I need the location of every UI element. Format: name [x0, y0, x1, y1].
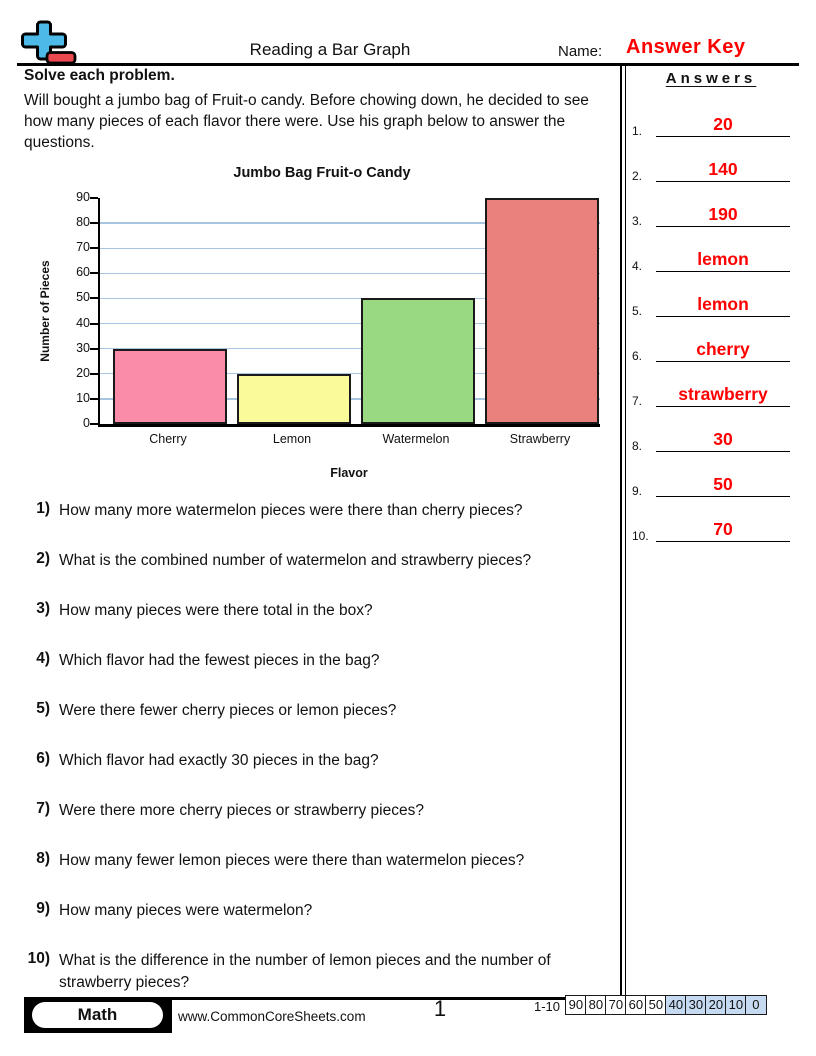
problem-description: Will bought a jumbo bag of Fruit-o candy. Before chowing down, he decided to see how many pieces of each flavor there were. Use his graph below to answer the questions.	[24, 92, 589, 151]
subject-badge	[24, 997, 172, 1033]
chart-plot	[98, 198, 600, 427]
question-number: 1)	[36, 500, 50, 517]
header-divider	[17, 63, 799, 66]
answer-number: 5.	[632, 304, 643, 318]
answer-number: 4.	[632, 259, 643, 273]
question-row	[24, 750, 610, 772]
answer-value: lemon	[697, 294, 749, 314]
x-axis-label: Flavor	[330, 466, 368, 480]
y-tick-label: 40	[76, 315, 90, 330]
y-tick-label: 70	[76, 240, 90, 255]
question-row	[24, 550, 610, 572]
answer-value: 140	[708, 159, 738, 179]
answer-value: lemon	[697, 249, 749, 269]
question-text: Which flavor had exactly 30 pieces in the bag?	[59, 752, 379, 769]
answer-number: 8.	[632, 439, 643, 453]
answer-row	[630, 109, 792, 137]
question-text: How many fewer lemon pieces were there than watermelon pieces?	[59, 852, 525, 869]
question-text: Which flavor had the fewest pieces in the bag?	[59, 652, 380, 669]
answer-blank-line	[656, 541, 790, 542]
category-label: Cherry	[149, 432, 187, 446]
answer-number: 9.	[632, 484, 643, 498]
answer-key-label: Answer Key	[626, 36, 746, 58]
question-row	[24, 500, 610, 522]
question-row	[24, 800, 610, 822]
question-text: Were there more cherry pieces or strawberry pieces?	[59, 802, 424, 819]
category-label: Lemon	[272, 432, 312, 446]
question-number: 2)	[36, 550, 50, 567]
question-number: 7)	[36, 800, 50, 817]
question-row	[24, 850, 610, 872]
question-row	[24, 650, 610, 672]
score-range-label: 1-10	[533, 999, 560, 1014]
question-number: 8)	[36, 850, 50, 867]
question-number: 4)	[36, 650, 50, 667]
answer-row	[630, 424, 792, 452]
y-axis-label: Number of Pieces	[38, 260, 52, 362]
answer-row	[630, 469, 792, 497]
answer-blank-line	[656, 181, 790, 182]
answer-value: 50	[713, 474, 733, 494]
answers-heading: Answers	[665, 70, 757, 87]
answer-number: 2.	[632, 169, 643, 183]
answers-column-divider	[620, 66, 622, 996]
question-row	[24, 700, 610, 722]
question-text: How many pieces were watermelon?	[59, 902, 313, 919]
score-cell: 70	[605, 995, 627, 1015]
answer-value: 20	[713, 114, 733, 134]
answer-value: strawberry	[678, 384, 768, 404]
answer-number: 7.	[632, 394, 643, 408]
category-label: Watermelon	[382, 432, 450, 446]
plus-minus-icon	[20, 20, 78, 64]
y-tick-label: 20	[76, 365, 90, 380]
category-label: Strawberry	[509, 432, 571, 446]
y-tick-label: 60	[76, 265, 90, 280]
y-axis-tick	[90, 323, 98, 325]
y-tick-label: 50	[76, 290, 90, 305]
y-tick-label: 0	[83, 416, 90, 430]
instruction-text: Solve each problem.	[24, 67, 175, 84]
bar-strawberry	[485, 198, 599, 424]
answer-value: 190	[708, 204, 738, 224]
score-cell: 50	[645, 995, 667, 1015]
commoncoresheets-logo	[20, 20, 78, 69]
question-text: What is the combined number of watermelon and strawberry pieces?	[59, 552, 532, 569]
question-text: How many more watermelon pieces were there than cherry pieces?	[59, 502, 523, 519]
question-text: What is the difference in the number of lemon pieces and the number of strawberry pieces?	[59, 952, 551, 991]
score-cell: 20	[705, 995, 727, 1015]
y-axis-tick	[90, 348, 98, 350]
answer-blank-line	[656, 406, 790, 407]
name-label: Name:	[558, 43, 603, 60]
subject-label: Math	[32, 1002, 163, 1028]
y-axis-tick	[90, 423, 98, 425]
answer-number: 6.	[632, 349, 643, 363]
y-axis-tick	[90, 222, 98, 224]
question-number: 10)	[27, 950, 50, 967]
y-tick-label: 30	[76, 340, 90, 355]
answer-row	[630, 154, 792, 182]
question-text: How many pieces were there total in the box?	[59, 602, 373, 619]
y-tick-label: 10	[76, 390, 90, 405]
bar-cherry	[113, 349, 227, 424]
question-text: Were there fewer cherry pieces or lemon pieces?	[59, 702, 397, 719]
question-row	[24, 950, 610, 994]
answer-number: 10.	[632, 529, 649, 543]
chart-title: Jumbo Bag Fruit-o Candy	[233, 165, 411, 181]
score-cell: 60	[625, 995, 647, 1015]
question-row	[24, 900, 610, 922]
bar-lemon	[237, 374, 351, 424]
score-cell: 10	[725, 995, 747, 1015]
y-tick-labels	[56, 190, 90, 430]
page-title: Reading a Bar Graph	[249, 40, 411, 59]
y-axis-tick	[90, 247, 98, 249]
answer-value: 30	[713, 429, 733, 449]
answer-blank-line	[656, 316, 790, 317]
answer-row	[630, 199, 792, 227]
answer-blank-line	[656, 136, 790, 137]
score-cell: 40	[665, 995, 687, 1015]
answers-column-divider	[625, 66, 627, 996]
answer-row	[630, 244, 792, 272]
score-cell: 90	[565, 995, 587, 1015]
bar-watermelon	[361, 298, 475, 424]
x-category-labels	[98, 432, 600, 448]
score-grid	[565, 995, 767, 1015]
answer-row	[630, 334, 792, 362]
y-axis-tick	[90, 373, 98, 375]
answer-blank-line	[656, 361, 790, 362]
answer-blank-line	[656, 451, 790, 452]
answer-blank-line	[656, 226, 790, 227]
question-number: 6)	[36, 750, 50, 767]
question-row	[24, 600, 610, 622]
answer-number: 1.	[632, 124, 643, 138]
y-axis-tick	[90, 398, 98, 400]
question-number: 9)	[36, 900, 50, 917]
y-axis-tick	[90, 197, 98, 199]
page-number: 1	[433, 996, 447, 1021]
y-axis-tick	[90, 272, 98, 274]
answer-row	[630, 289, 792, 317]
answer-value: 70	[713, 519, 733, 539]
y-tick-label: 90	[76, 190, 90, 204]
answer-row	[630, 379, 792, 407]
score-cell: 30	[685, 995, 707, 1015]
website-link: www.CommonCoreSheets.com	[178, 1009, 366, 1024]
answer-number: 3.	[632, 214, 643, 228]
question-number: 3)	[36, 600, 50, 617]
question-number: 5)	[36, 700, 50, 717]
answer-blank-line	[656, 496, 790, 497]
score-cell: 0	[745, 995, 767, 1015]
y-axis-tick	[90, 297, 98, 299]
answer-value: cherry	[696, 339, 750, 359]
y-tick-label: 80	[76, 215, 90, 230]
answer-blank-line	[656, 271, 790, 272]
answer-row	[630, 514, 792, 542]
score-cell: 80	[585, 995, 607, 1015]
